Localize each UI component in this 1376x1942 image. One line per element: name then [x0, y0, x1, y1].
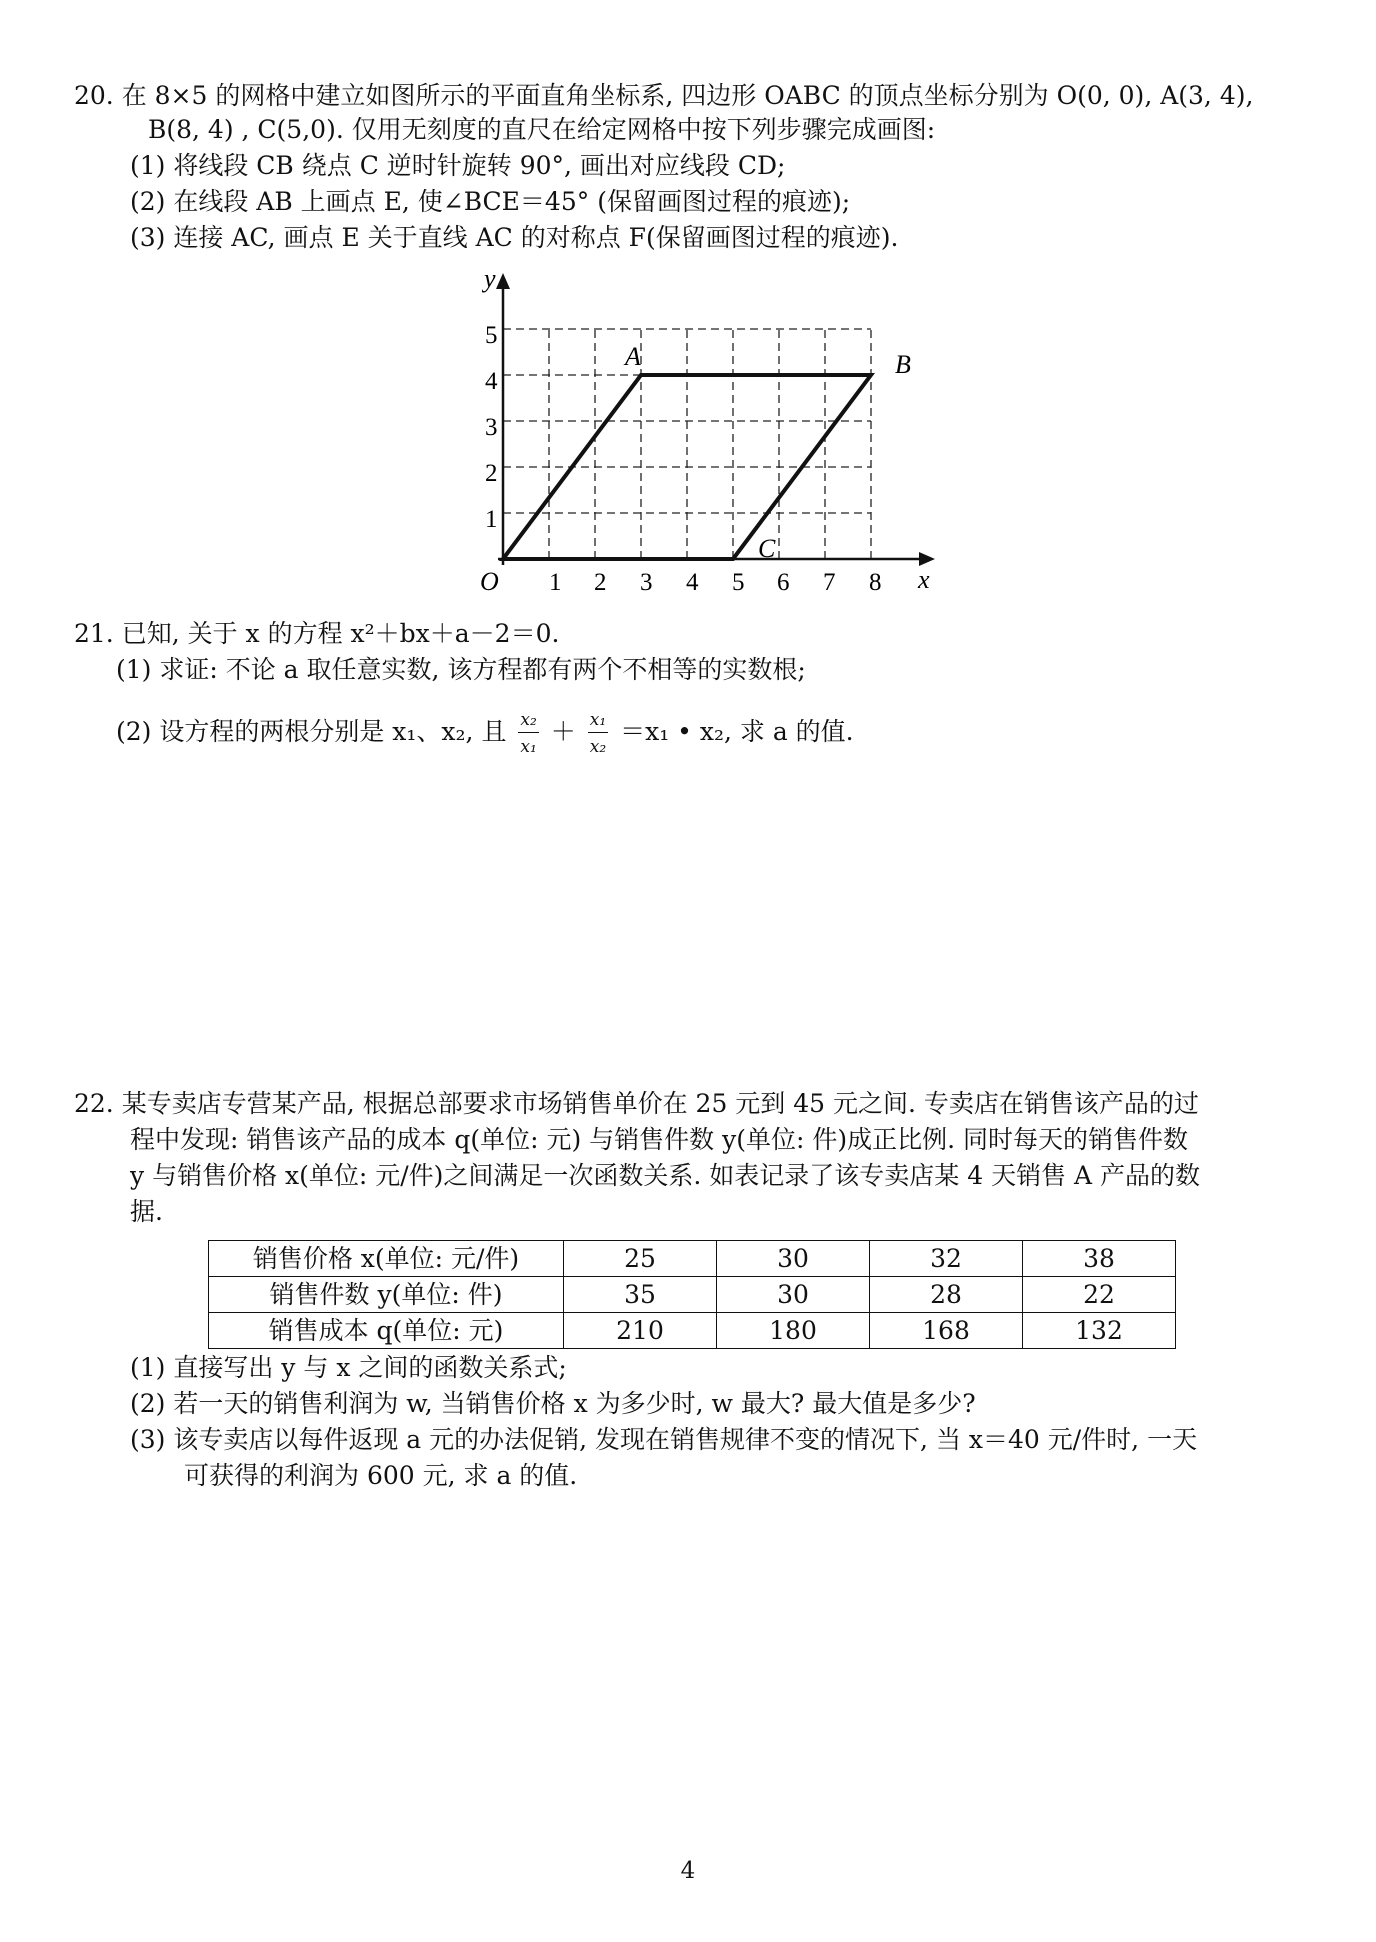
row-header-price: 销售价格 x(单位: 元/件)	[209, 1241, 564, 1277]
page-number: 4	[680, 1858, 696, 1884]
fraction-1-numerator: x₂	[518, 710, 538, 733]
q22-line3: y 与销售价格 x(单位: 元/件)之间满足一次函数关系. 如表记录了该专卖店某 4 天销售 A 产品的数	[130, 1161, 1201, 1190]
q21-part2-prefix: (2) 设方程的两根分别是 x₁、x₂, 且	[116, 717, 507, 746]
table-cell: 132	[1023, 1313, 1176, 1349]
q20-line2: B(8, 4) , C(5,0). 仅用无刻度的直尺在给定网格中按下列步骤完成画图:	[148, 115, 936, 144]
y-tick-label-3: 3	[485, 414, 498, 441]
q21-part1: (1) 求证: 不论 a 取任意实数, 该方程都有两个不相等的实数根;	[116, 655, 806, 684]
fraction-2-denominator: x₂	[589, 737, 607, 757]
x-axis-arrow	[919, 552, 935, 566]
q21-intro: 21. 已知, 关于 x 的方程 x²＋bx＋a－2＝0.	[74, 619, 560, 648]
q22-line4: 据.	[130, 1197, 163, 1226]
x-axis-label: x	[918, 565, 930, 594]
x-tick-label-7: 7	[823, 569, 836, 596]
row-header-cost: 销售成本 q(单位: 元)	[209, 1313, 564, 1349]
table-cell: 35	[564, 1277, 717, 1313]
q22-part3-line1: (3) 该专卖店以每件返现 a 元的办法促销, 发现在销售规律不变的情况下, 当 x＝40 元/件时, 一天	[130, 1425, 1198, 1454]
table-cell: 210	[564, 1313, 717, 1349]
y-tick-label-1: 1	[485, 506, 498, 533]
fraction-x1-over-x2	[588, 710, 608, 757]
plus-sign: ＋	[550, 717, 576, 746]
q20-line1: 20. 在 8×5 的网格中建立如图所示的平面直角坐标系, 四边形 OABC 的顶点坐标分别为 O(0, 0), A(3, 4),	[74, 81, 1254, 110]
y-tick-label-4: 4	[485, 368, 498, 395]
table-cell: 22	[1023, 1277, 1176, 1313]
q22-line2: 程中发现: 销售该产品的成本 q(单位: 元) 与销售件数 y(单位: 件)成正比例. 同时每天的销售件数	[130, 1125, 1188, 1154]
x-tick-label-3: 3	[640, 569, 653, 596]
fraction-x2-over-x1	[518, 710, 538, 757]
x-tick-label-4: 4	[686, 569, 699, 596]
coordinate-grid-figure	[470, 265, 940, 605]
q22-part2: (2) 若一天的销售利润为 w, 当销售价格 x 为多少时, w 最大? 最大值是多少?	[130, 1389, 976, 1418]
y-tick-label-5: 5	[485, 322, 498, 349]
table-cell: 168	[870, 1313, 1023, 1349]
x-tick-label-2: 2	[594, 569, 607, 596]
x-tick-label-5: 5	[732, 569, 745, 596]
q20-step3: (3) 连接 AC, 画点 E 关于直线 AC 的对称点 F(保留画图过程的痕迹).	[130, 223, 899, 252]
x-tick-label-8: 8	[869, 569, 882, 596]
table-cell: 25	[564, 1241, 717, 1277]
origin-label: O	[480, 567, 499, 596]
q20-step2: (2) 在线段 AB 上画点 E, 使∠BCE＝45° (保留画图过程的痕迹);	[130, 187, 851, 216]
axes	[496, 273, 935, 566]
point-label-b: B	[895, 350, 911, 379]
table-cell: 28	[870, 1277, 1023, 1313]
point-label-a: A	[625, 342, 641, 371]
y-axis-arrow	[496, 273, 510, 289]
q22-part1: (1) 直接写出 y 与 x 之间的函数关系式;	[130, 1353, 567, 1382]
row-header-quantity: 销售件数 y(单位: 件)	[209, 1277, 564, 1313]
x-tick-label-1: 1	[549, 569, 562, 596]
q21-part2-suffix: ＝x₁ • x₂, 求 a 的值.	[620, 717, 854, 746]
fraction-1-denominator: x₁	[520, 737, 537, 757]
x-tick-label-6: 6	[777, 569, 790, 596]
q22-line1: 22. 某专卖店专营某产品, 根据总部要求市场销售单价在 25 元到 45 元之间. 专卖店在销售该产品的过	[74, 1089, 1199, 1118]
table-cell: 180	[717, 1313, 870, 1349]
table-row	[209, 1277, 1176, 1313]
y-axis-label: y	[484, 265, 496, 293]
dashed-grid	[503, 329, 871, 559]
table-cell: 30	[717, 1241, 870, 1277]
q20-step1: (1) 将线段 CB 绕点 C 逆时针旋转 90°, 画出对应线段 CD;	[130, 151, 786, 180]
table-cell: 30	[717, 1277, 870, 1313]
sales-data-table	[208, 1240, 1176, 1349]
table-row	[209, 1313, 1176, 1349]
q22-part3-line2: 可获得的利润为 600 元, 求 a 的值.	[184, 1461, 578, 1490]
y-tick-label-2: 2	[485, 460, 498, 487]
point-label-c: C	[758, 534, 776, 563]
table-row	[209, 1241, 1176, 1277]
fraction-2-numerator: x₁	[588, 710, 608, 733]
table-cell: 32	[870, 1241, 1023, 1277]
table-cell: 38	[1023, 1241, 1176, 1277]
q21-part2	[116, 702, 854, 762]
